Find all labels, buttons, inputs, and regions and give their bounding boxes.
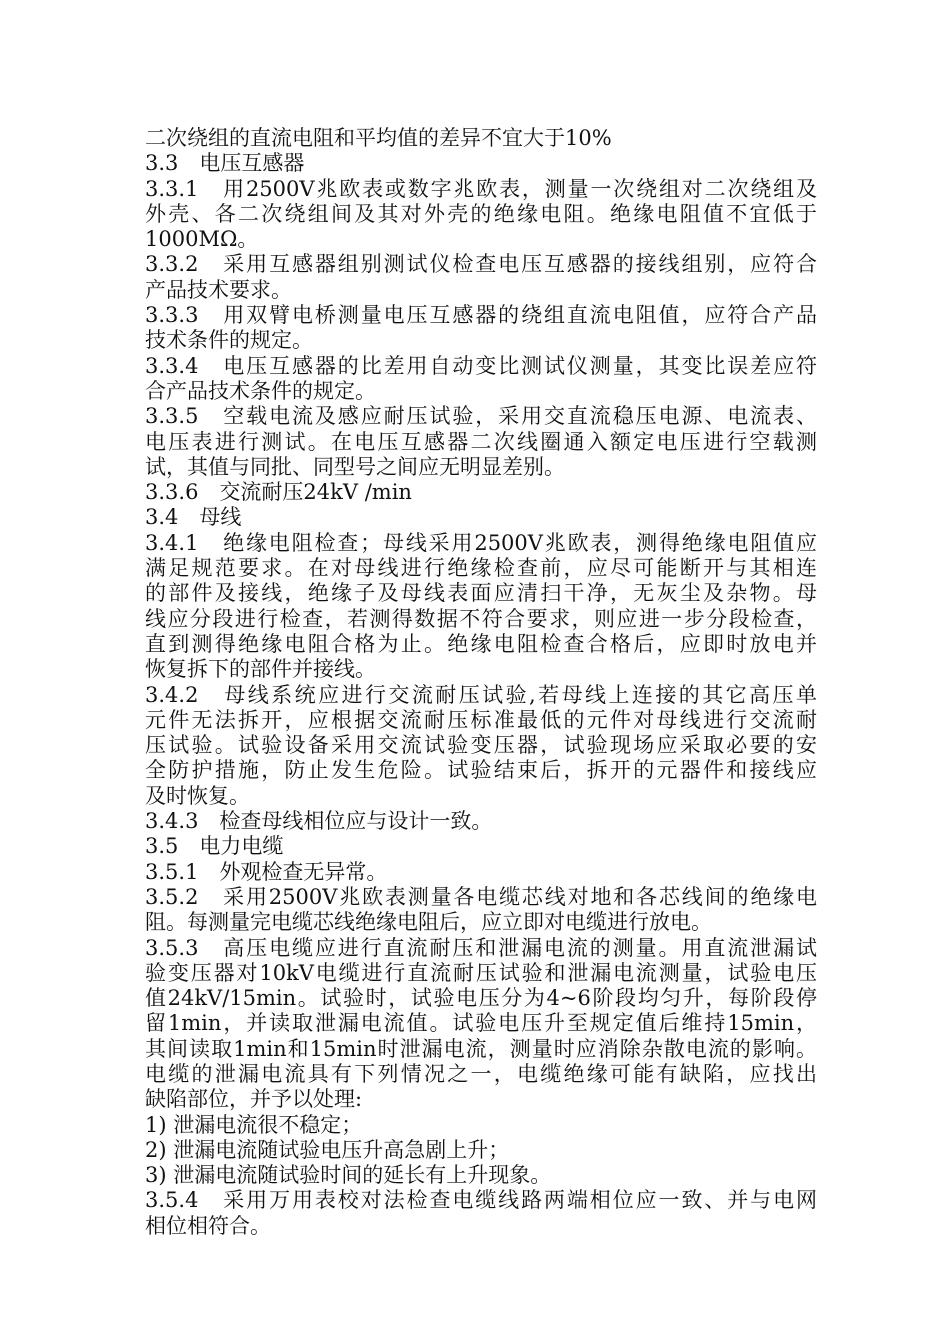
- text-line: 恢复拆下的部件并接线。: [145, 657, 376, 682]
- text-line: 3.3.5 空载电流及感应耐压试验，采用交直流稳压电源、电流表、: [145, 404, 817, 429]
- text-line: 3.3.2 采用互感器组别测试仪检查电压互感器的接线组别，应符合: [145, 252, 817, 277]
- text-line: 试，其值与同批、同型号之间应无明显差别。: [145, 454, 565, 479]
- text-line: 其间读取1min和15min时泄漏电流，测量时应消除杂散电流的影响。: [145, 1036, 817, 1061]
- text-line: 合产品技术条件的规定。: [145, 378, 376, 403]
- document-body: [145, 126, 817, 1239]
- text-line: 3.3.3 用双臂电桥测量电压互感器的绕组直流电阻值，应符合产品: [145, 303, 817, 328]
- text-line: 全防护措施，防止发生危险。试验结束后，拆开的元器件和接线应: [145, 758, 817, 783]
- text-line: 3.4.1 绝缘电阻检查；母线采用2500V兆欧表，测得绝缘电阻值应: [145, 530, 817, 555]
- text-line: 1000MΩ。: [145, 227, 259, 252]
- text-line: 3.5.2 采用2500V兆欧表测量各电缆芯线对地和各芯线间的绝缘电: [145, 884, 817, 909]
- text-line: 的部件及接线，绝缘子及母线表面应清扫干净，无灰尘及杂物。母: [145, 581, 817, 606]
- text-line: 3.5.1 外观检查无异常。: [145, 859, 388, 884]
- text-line: 3.5.4 采用万用表校对法检查电缆线路两端相位应一致、并与电网: [145, 1188, 817, 1213]
- text-line: 3.4.2 母线系统应进行交流耐压试验,若母线上连接的其它高压单: [145, 682, 817, 707]
- text-line: 压试验。试验设备采用交流试验变压器，试验现场应采取必要的安: [145, 733, 817, 758]
- list-item: 1) 泄漏电流很不稳定；: [145, 1112, 363, 1137]
- text-line: 阻。每测量完电缆芯线绝缘电阻后，应立即对电缆进行放电。: [145, 910, 712, 935]
- text-line: 直到测得绝缘电阻合格为止。绝缘电阻检查合格后，应即时放电并: [145, 631, 817, 656]
- list-item: 2) 泄漏电流随试验电压升高急剧上升；: [145, 1137, 510, 1162]
- text-line: 相位相符合。: [145, 1213, 271, 1238]
- text-line: 验变压器对10kV电缆进行直流耐压试验和泄漏电流测量，试验电压: [145, 960, 817, 985]
- text-line: 元件无法拆开，应根据交流耐压标准最低的元件对母线进行交流耐: [145, 707, 817, 732]
- text-line: 3.4.3 检查母线相位应与设计一致。: [145, 809, 493, 834]
- text-line: 缺陷部位，并予以处理:: [145, 1087, 363, 1112]
- section-heading: 3.5 电力电缆: [145, 834, 284, 859]
- text-line: 3.3.4 电压互感器的比差用自动变比测试仪测量，其变比误差应符: [145, 353, 817, 378]
- text-line: 3.5.3 高压电缆应进行直流耐压和泄漏电流的测量。用直流泄漏试: [145, 935, 817, 960]
- section-heading: 3.4 母线: [145, 505, 242, 530]
- section-heading: 3.3 电压互感器: [145, 151, 305, 176]
- text-line: 及时恢复。: [145, 783, 250, 808]
- text-line: 满足规范要求。在对母线进行绝缘检查前，应尽可能断开与其相连: [145, 556, 817, 581]
- text-line: 电压表进行测试。在电压互感器二次线圈通入额定电压进行空载测: [145, 429, 817, 454]
- text-line: 二次绕组的直流电阻和平均值的差异不宜大于10%: [145, 126, 612, 150]
- list-item: 3) 泄漏电流随试验时间的延长有上升现象。: [145, 1163, 552, 1188]
- text-line: 技术条件的规定。: [145, 328, 313, 353]
- text-line: 留1min，并读取泄漏电流值。试验电压升至规定值后维持15min，: [145, 1011, 817, 1036]
- text-line: 线应分段进行检查，若测得数据不符合要求，则应进一步分段检查，: [145, 606, 817, 631]
- text-line: 3.3.1 用2500V兆欧表或数字兆欧表，测量一次绕组对二次绕组及: [145, 176, 817, 201]
- text-line: 3.3.6 交流耐压24kV /min: [145, 480, 412, 505]
- text-line: 产品技术要求。: [145, 277, 292, 302]
- text-line: 值24kV/15min。试验时，试验电压分为4~6阶段均匀升，每阶段停: [145, 986, 817, 1011]
- text-line: 电缆的泄漏电流具有下列情况之一，电缆绝缘可能有缺陷，应找出: [145, 1061, 817, 1086]
- text-line: 外壳、各二次绕组间及其对外壳的绝缘电阻。绝缘电阻值不宜低于: [145, 201, 817, 226]
